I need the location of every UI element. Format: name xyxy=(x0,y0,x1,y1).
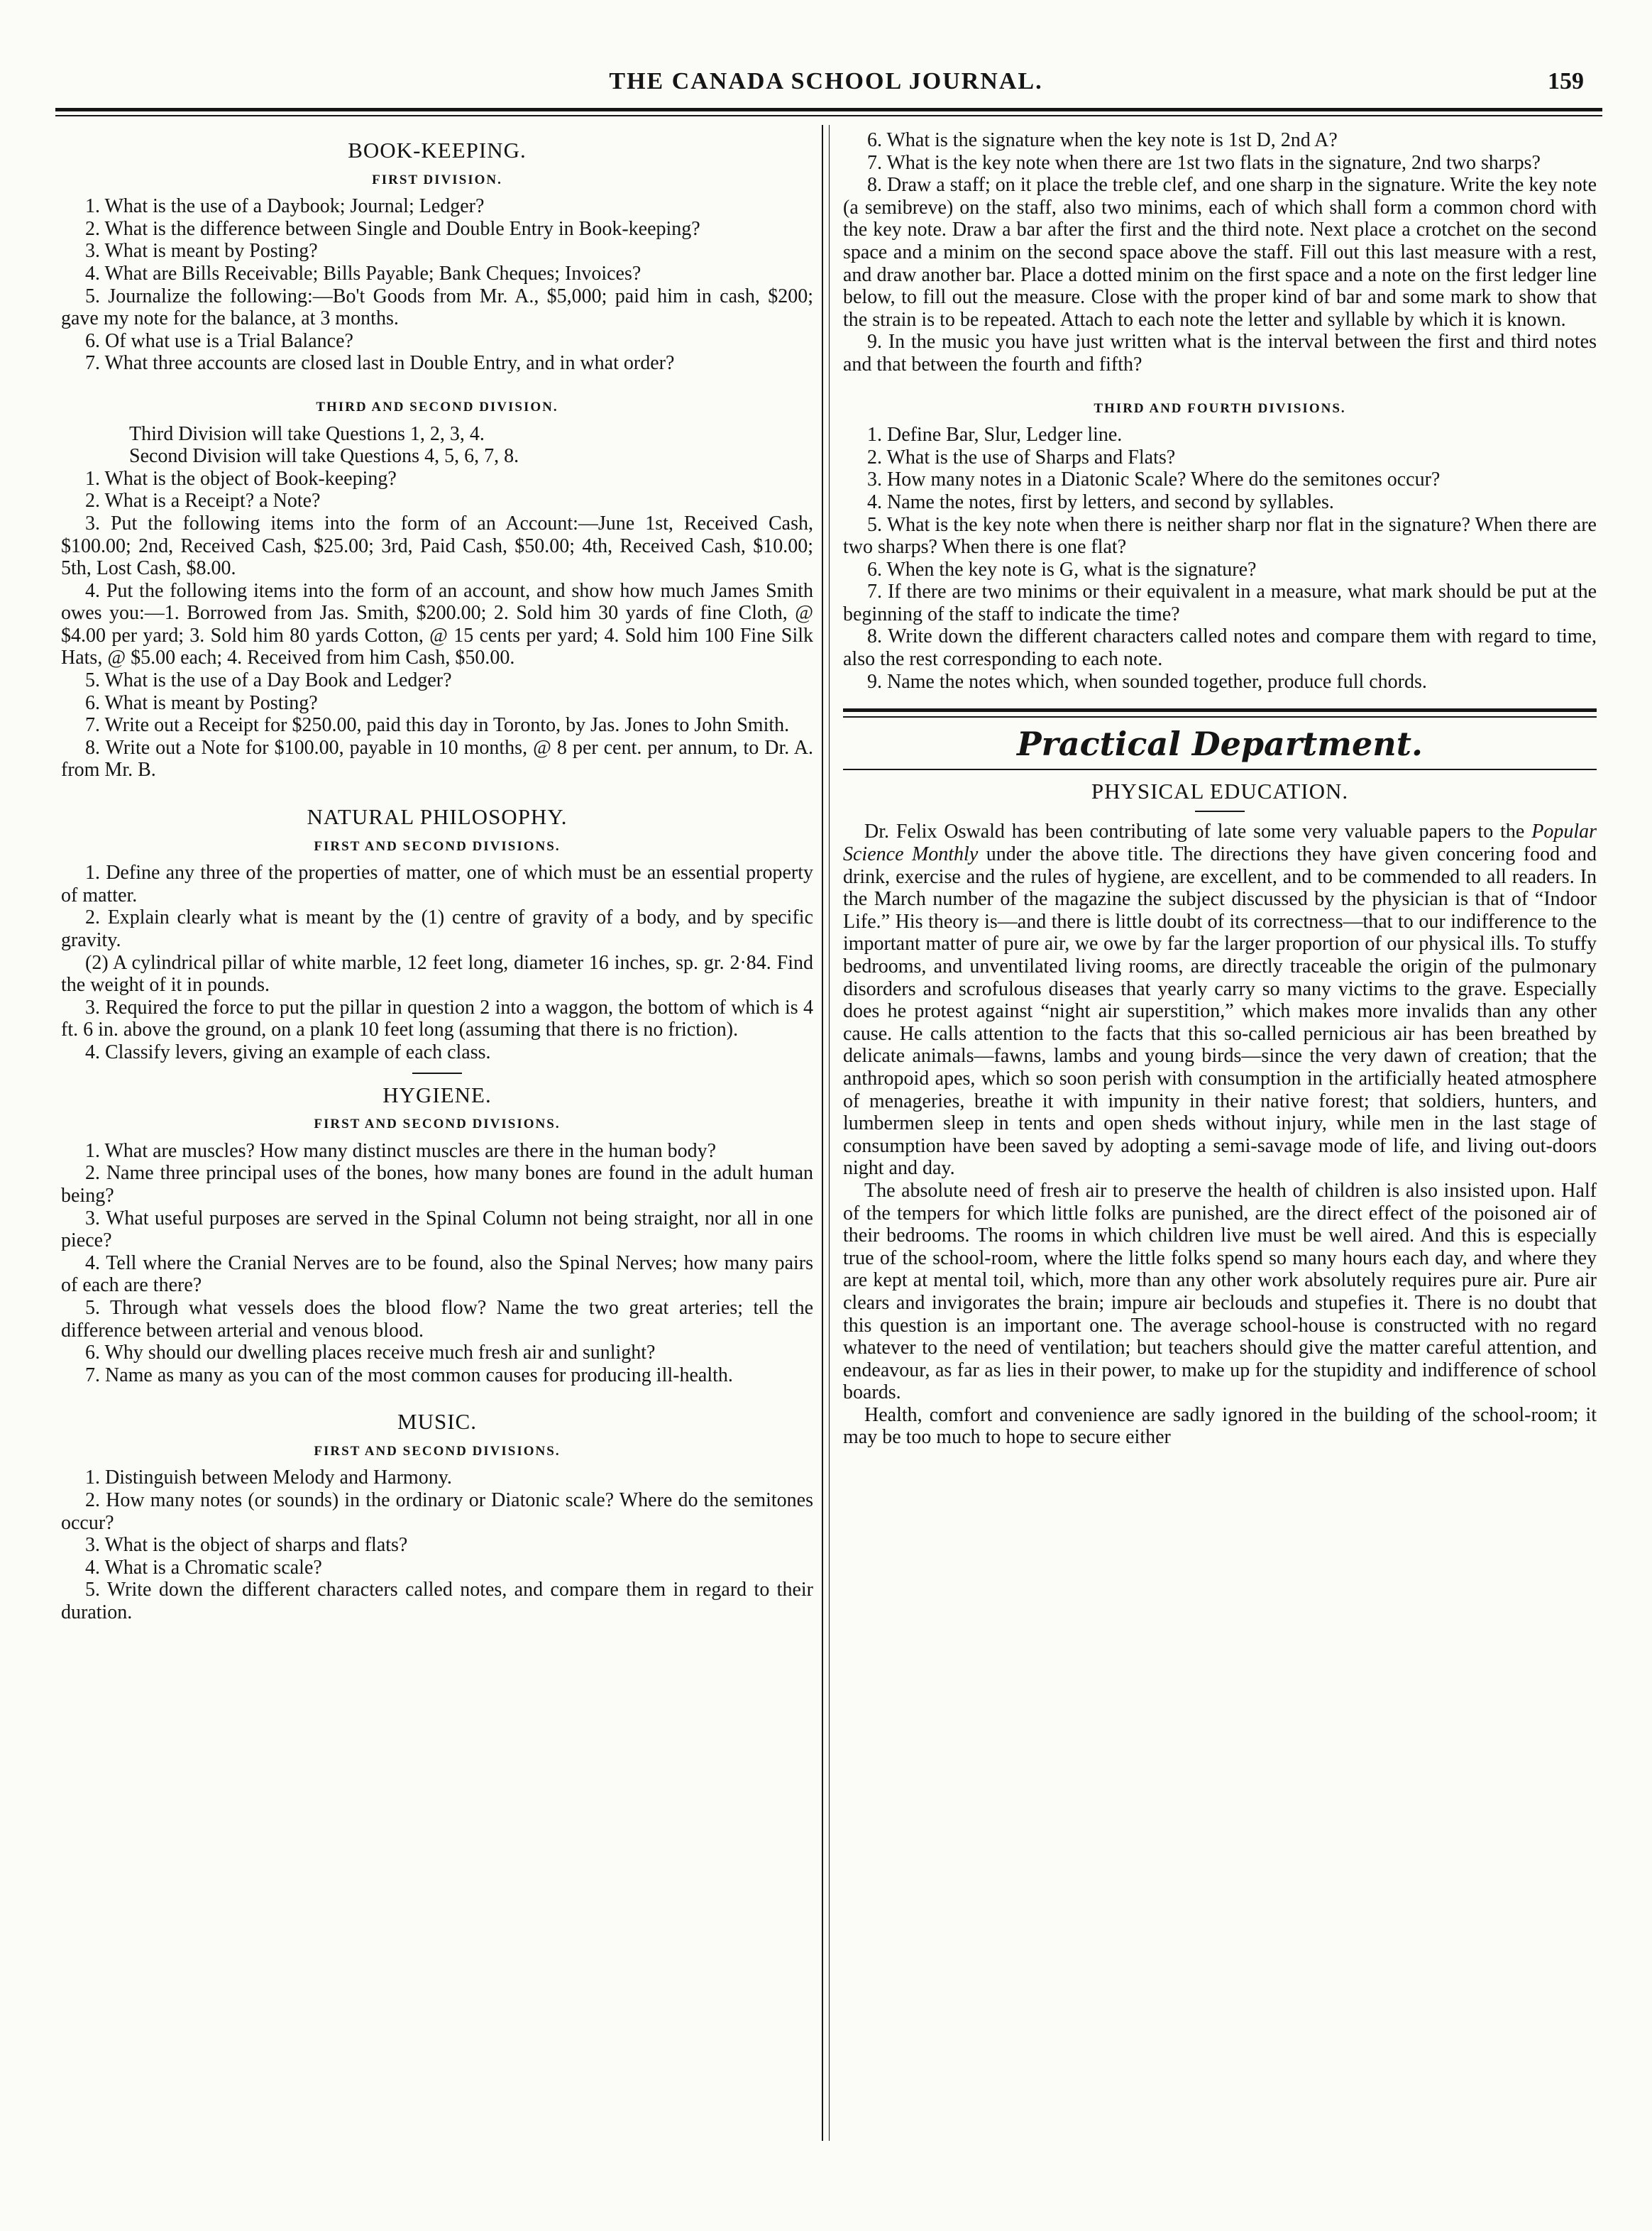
left-column xyxy=(61,129,813,1624)
question-item: 3. What is the object of sharps and flats? xyxy=(85,1534,408,1557)
section-heading-music: MUSIC. xyxy=(397,1409,477,1435)
section-divider xyxy=(412,1073,462,1074)
department-rule-thick xyxy=(843,708,1597,712)
question-item: 2. How many notes (or sounds) in the ordinary or Diatonic scale? Where do the semitones occur? xyxy=(61,1489,813,1534)
section-heading-bookkeeping: BOOK-KEEPING. xyxy=(348,138,527,163)
question-item: (2) A cylindrical pillar of white marble, 12 feet long, diameter 16 inches, sp. gr. 2·84. Find the weight of it in pounds. xyxy=(61,951,813,997)
question-item: 6. When the key note is G, what is the signature? xyxy=(867,558,1257,581)
article-paragraph: The absolute need of fresh air to preserve the health of children is also insisted upon. Half of the tempers for which little folks are punished, are the direct effect of the poisoned air of their bedrooms. The rooms in which children live must be well aired. And this is especially true of the school-room, where the little folks spend so many hours each day, and where they are kept at mental toil, which, more than any other work absolutely requires pure air. Pure air clears and invigorates the brain; impure air beclouds and stupefies it. There is no doubt that this question is an important one. The average school-house is constructed with no regard whatever to the need of ventilation; but teachers should give the matter careful attention, and endeavour, as far as lies in their power, to make up for the stupidity and indifference of school boards. xyxy=(843,1179,1597,1404)
question-item: 6. Of what use is a Trial Balance? xyxy=(85,329,353,352)
question-item: 3. What is meant by Posting? xyxy=(85,240,318,263)
question-item: 8. Write out a Note for $100.00, payable in 10 months, @ 8 per cent. per annum, to Dr. A. from Mr. B. xyxy=(61,736,813,782)
question-item: 5. Journalize the following:—Bo't Goods from Mr. A., $5,000; paid him in cash, $200; gave my note for the balance, at 3 months. xyxy=(61,285,813,330)
question-item: 7. If there are two minims or their equivalent in a measure, what mark should be put at the beginning of the staff to indicate the time? xyxy=(843,581,1597,625)
question-item: 3. How many notes in a Diatonic Scale? Where do the semitones occur? xyxy=(867,468,1441,491)
question-item: 8. Draw a staff; on it place the treble clef, and one sharp in the signature. Write the key note (a semibreve) on the staff, also two minims, each of which shall form a common chord with the key note. Draw a bar after the first and the third note. Next place a crotchet on the second space and a minim on the second space above the staff. Fill out this last measure with a rest, and draw another bar. Place a dotted minim on the first space and a note on the first ledger line below, to fill out the measure. Close with the proper kind of bar and some mark to show that the strain is to be repeated. Attach to each note the letter and syllable by which it is known. xyxy=(843,174,1597,331)
question-item: 7. What three accounts are closed last in Double Entry, and in what order? xyxy=(85,352,675,375)
hygiene-questions xyxy=(61,1140,813,1387)
music-continued-questions xyxy=(843,129,1597,376)
question-item: 5. Through what vessels does the blood flow? Name the two great arteries; tell the difference between arterial and venous blood. xyxy=(61,1296,813,1342)
question-item: 1. Distinguish between Melody and Harmony. xyxy=(85,1467,452,1489)
question-item: 3. Put the following items into the form of an Account:—June 1st, Received Cash, $100.00; 2nd, Received Cash, $25.00; 3rd, Paid Cash, $50.00; 4th, Received Cash, $10.00; 5th, Lost Cash, $8.00. xyxy=(61,512,813,580)
subheading-third-fourth-divisions: THIRD AND FOURTH DIVISIONS. xyxy=(1094,400,1346,416)
subheading-division: FIRST AND SECOND DIVISIONS. xyxy=(314,1117,561,1132)
running-title: THE CANADA SCHOOL JOURNAL. xyxy=(609,68,1043,94)
section-heading-physical-education: PHYSICAL EDUCATION. xyxy=(1091,778,1349,804)
question-item: 2. What is the use of Sharps and Flats? xyxy=(867,446,1176,468)
question-item: 9. In the music you have just written what is the interval between the first and third notes and that between the fourth and fifth? xyxy=(843,331,1597,376)
question-item: 1. Define Bar, Slur, Ledger line. xyxy=(867,424,1123,446)
question-item: 6. What is the signature when the key note is 1st D, 2nd A? xyxy=(867,129,1338,151)
question-item: 2. What is the difference between Single and Double Entry in Book-keeping? xyxy=(85,217,700,240)
question-item: 6. What is meant by Posting? xyxy=(85,691,318,714)
question-item: 6. Why should our dwelling places receive much fresh air and sunlight? xyxy=(85,1342,656,1364)
question-item: 7. Name as many as you can of the most common causes for producing ill-health. xyxy=(85,1364,733,1386)
section-divider xyxy=(1195,811,1245,812)
subheading-division: FIRST AND SECOND DIVISIONS. xyxy=(314,1443,561,1459)
question-item: 1. Define any three of the properties of matter, one of which must be an essential property of matter. xyxy=(61,862,813,906)
question-item: 5. Write down the different characters called notes, and compare them in regard to their duration. xyxy=(61,1579,813,1624)
division-note: Third Division will take Questions 1, 2, 3, 4. xyxy=(129,422,485,445)
question-item: 8. Write down the different characters called notes and compare them with regard to time, also the rest corresponding to each note. xyxy=(843,625,1597,671)
subheading-first-division: FIRST DIVISION. xyxy=(372,172,502,187)
department-rule-thin xyxy=(843,716,1597,718)
natural-philosophy-questions xyxy=(61,862,813,1063)
question-item: 4. Classify levers, giving an example of each class. xyxy=(85,1041,491,1063)
division-note: Second Division will take Questions 4, 5, 6, 7, 8. xyxy=(129,445,519,468)
question-item: 3. What useful purposes are served in the Spinal Column not being straight, nor all in one piece? xyxy=(61,1207,813,1252)
bookkeeping-second-questions xyxy=(61,468,813,782)
question-item: 5. What is the use of a Day Book and Ledger? xyxy=(85,669,452,692)
column-divider-thin xyxy=(829,125,830,2141)
music-questions xyxy=(61,1467,813,1623)
section-heading-hygiene: HYGIENE. xyxy=(382,1082,492,1107)
bookkeeping-first-questions xyxy=(61,195,813,375)
question-item: 4. Put the following items into the form of an account, and show how much James Smith owes you:—1. Borrowed from Jas. Smith, $200.00; 2. Sold him 30 yards of fine Cloth, @ $4.00 per yard; 3. Sold him 80 yards Cotton, @ 15 cents per yard; 4. Sold him 100 Fine Silk Hats, @ $5.00 each; 4. Received from him Cash, $50.00. xyxy=(61,579,813,669)
music-third-fourth-questions xyxy=(843,424,1597,693)
article-paragraph: Dr. Felix Oswald has been contributing of late some very valuable papers to the Popular Science Monthly under the above title. The directions they have given concering food and drink, exercise and the rules of hygiene, are excellent, and to be commended to all readers. In the March number of the magazine the subject discussed by the physician is that of “Indoor Life.” His theory is—and there is little doubt of its correctness—that to our indifference to the important matter of pure air, we owe by far the larger proportion of our physical ills. To stuffy bedrooms, and unventilated living rooms, are directly traceable the origin of the pulmonary disorders and scrofulous diseases that yearly carry so many victims to the grave. Especially does he protest against “night air superstition,” which makes more invalids than any other cause. He calls attention to the facts that this so-called pernicious air has been breathed by delicate animals—fawns, lambs and young birds—since the very dawn of creation; that the anthropoid apes, which so soon perish with consumption in the artificially heated atmosphere of menageries, breathe it with impunity in their native forest; that soldiers, hunters, and lumbermen sleep in tents and open sheds without injury, while men in the last stage of consumption have been saved by adopting a semi-savage mode of life, and living out-doors night and day. xyxy=(843,821,1597,1180)
page-number: 159 xyxy=(1548,68,1584,94)
question-item: 7. Write out a Receipt for $250.00, paid this day in Toronto, by Jas. Jones to John Smith. xyxy=(85,714,790,737)
question-item: 2. What is a Receipt? a Note? xyxy=(85,490,321,512)
question-item: 7. What is the key note when there are 1st two flats in the signature, 2nd two sharps? xyxy=(867,151,1541,174)
column-divider xyxy=(822,125,823,2141)
question-item: 4. Tell where the Cranial Nerves are to be found, also the Spinal Nerves; how many pairs of each are there? xyxy=(61,1251,813,1297)
question-item: 9. Name the notes which, when sounded together, produce full chords. xyxy=(867,670,1427,693)
question-item: 4. What is a Chromatic scale? xyxy=(85,1556,322,1579)
question-item: 3. Required the force to put the pillar in question 2 into a waggon, the bottom of which is 4 ft. 6 in. above the ground, on a plank 10 feet long (assuming that there is no friction). xyxy=(61,996,813,1041)
article-paragraph: Health, comfort and convenience are sadly ignored in the building of the school-room; it may be too much to hope to secure either xyxy=(843,1403,1597,1449)
question-item: 5. What is the key note when there is neither sharp nor flat in the signature? When there are two sharps? When there is one flat? xyxy=(843,513,1597,559)
question-item: 2. Name three principal uses of the bones, how many bones are found in the adult human being? xyxy=(61,1162,813,1207)
physical-education-article xyxy=(843,821,1597,1449)
section-heading-natural-philosophy: NATURAL PHILOSOPHY. xyxy=(307,804,568,830)
question-item: 1. What are muscles? How many distinct muscles are there in the human body? xyxy=(85,1139,716,1162)
subheading-division: FIRST AND SECOND DIVISIONS. xyxy=(314,838,561,854)
department-rule-under xyxy=(843,769,1597,770)
right-column xyxy=(843,129,1597,1449)
header-rule-thin xyxy=(55,115,1602,116)
question-item: 2. Explain clearly what is meant by the (1) centre of gravity of a body, and by specific gravity. xyxy=(61,906,813,951)
department-title: Practical Department. xyxy=(1017,725,1423,764)
question-item: 1. What is the object of Book-keeping? xyxy=(85,467,397,490)
subheading-third-second-division: THIRD AND SECOND DIVISION. xyxy=(316,399,558,415)
question-item: 1. What is the use of a Daybook; Journal; Ledger? xyxy=(85,195,485,218)
question-item: 4. What are Bills Receivable; Bills Payable; Bank Cheques; Invoices? xyxy=(85,262,641,285)
header-rule-thick xyxy=(55,108,1602,111)
question-item: 4. Name the notes, first by letters, and second by syllables. xyxy=(867,490,1334,513)
